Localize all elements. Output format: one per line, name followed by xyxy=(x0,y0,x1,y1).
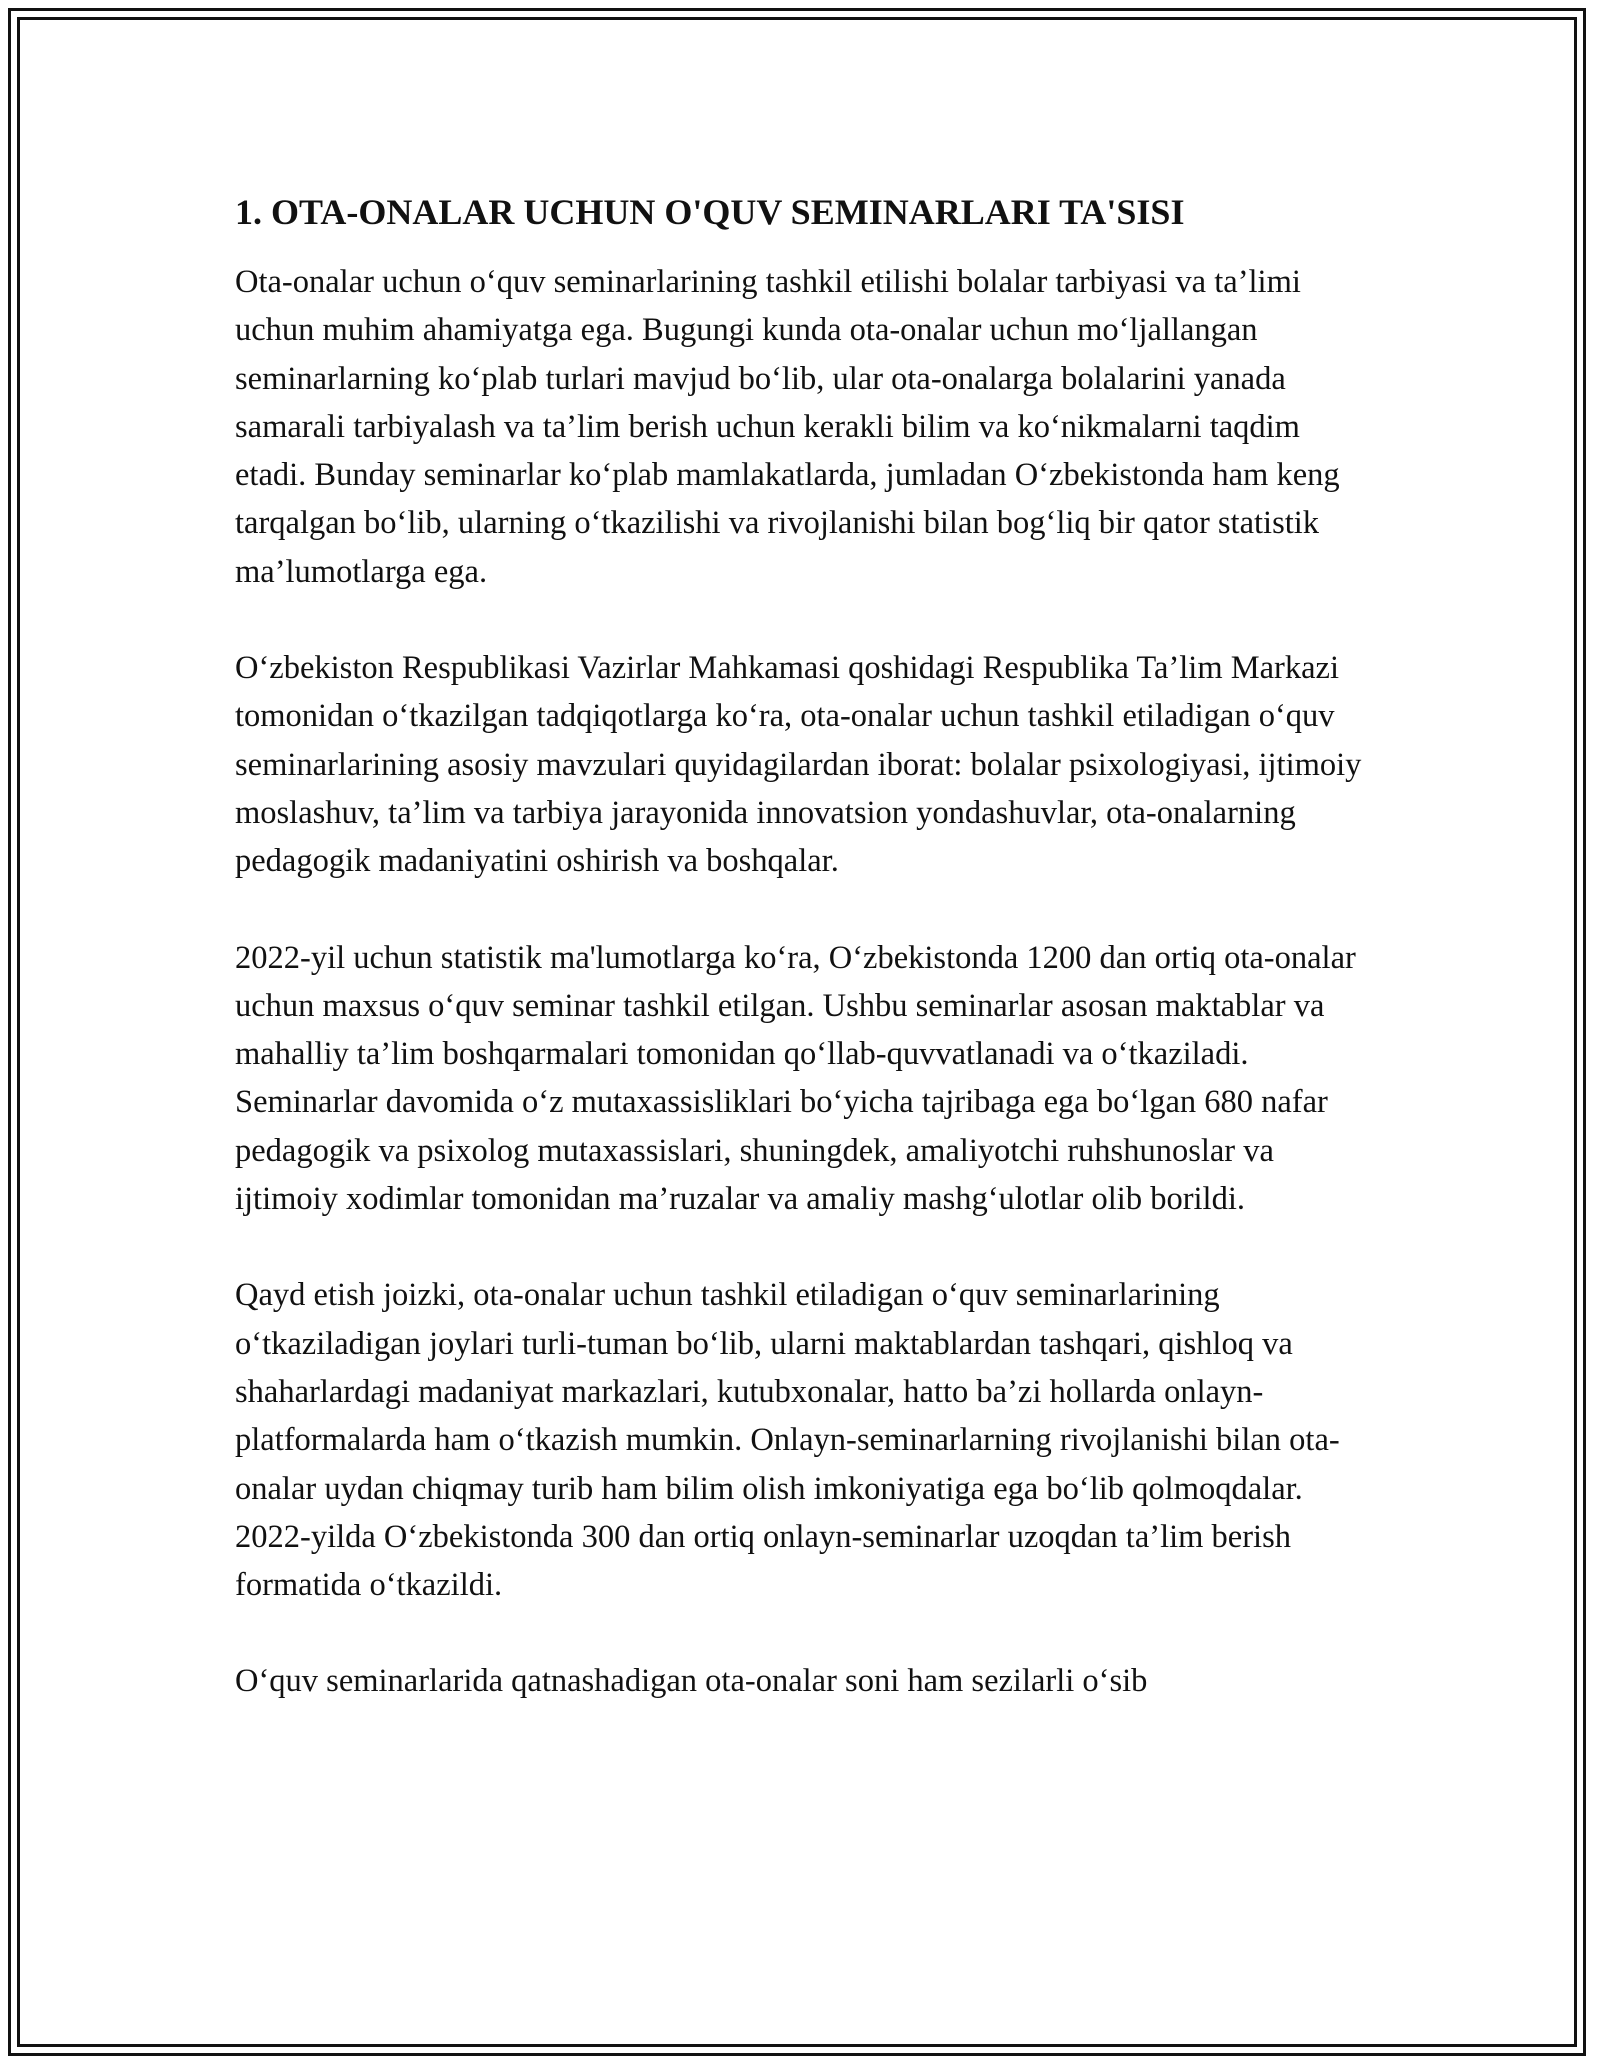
paragraph-intro: Ota-onalar uchun o‘quv seminarlarining tashkil etilishi bolalar tarbiyasi va ta’limi uchun muhim ahamiyatga ega. Bugungi kunda ota-onalar uchun mo‘ljallangan seminarlarning ko‘plab turlari mavjud bo‘lib, ular ota-onalarga bolalarini yanada samarali tarbiyalash va ta’lim berish uchun kerakli bilim va ko‘nikmalarni taqdim etadi. Bunday seminarlar ko‘plab mamlakatlarda, jumladan O‘zbekistonda ham keng tarqalgan bo‘lib, ularning o‘tkazilishi va rivojlanishi bilan bog‘liq bir qator statistik ma’lumotlarga ega. xyxy=(235,264,1340,590)
document-body xyxy=(235,186,1375,1754)
paragraph-seminar-topics: O‘zbekiston Respublikasi Vazirlar Mahkamasi qoshidagi Respublika Ta’lim Markazi tomonidan o‘tkazilgan tadqiqotlarga ko‘ra, ota-onalar uchun tashkil etiladigan o‘quv seminarlarining asosiy mavzulari quyidagilardan iborat: bolalar psixologiyasi, ijtimoiy moslashuv, ta’lim va tarbiya jarayonida innovatsion yondashuvlar, ota-onalarning pedagogik madaniyatini oshirish va boshqalar. xyxy=(235,650,1362,880)
paragraph-participant-growth: O‘quv seminarlarida qatnashadigan ota-onalar soni ham sezilarli o‘sib xyxy=(235,1663,1148,1700)
paragraph-seminar-locations: Qayd etish joizki, ota-onalar uchun tashkil etiladigan o‘quv seminarlarining o‘tkaziladigan joylari turli-tuman bo‘lib, ularni maktablardan tashqari, qishloq va shaharlardagi madaniyat markazlari, kutubxonalar, hatto ba’zi hollarda onlayn-platformalarda ham o‘tkazish mumkin. Onlayn-seminarlarning rivojlanishi bilan ota-onalar uydan chiqmay turib ham bilim olish imkoniyatiga ega bo‘lib qolmoqdalar. 2022-yilda O‘zbekistonda 300 dan ortiq onlayn-seminarlar uzoqdan ta’lim berish formatida o‘tkazildi. xyxy=(235,1277,1340,1604)
paragraph-2022-statistics: 2022-yil uchun statistik ma'lumotlarga ko‘ra, O‘zbekistonda 1200 dan ortiq ota-onalar uchun maxsus o‘quv seminar tashkil etilgan. Ushbu seminarlar asosan maktablar va mahalliy ta’lim boshqarmalari tomonidan qo‘llab-quvvatlanadi va o‘tkaziladi. Seminarlar davomida o‘z mutaxassisliklari bo‘yicha tajribaga ega bo‘lgan 680 nafar pedagogik va psixolog mutaxassislari, shuningdek, amaliyotchi ruhshunoslar va ijtimoiy xodimlar tomonidan ma’ruzalar va amaliy mashg‘ulotlar olib borildi. xyxy=(235,939,1356,1218)
section-heading: 1. OTA-ONALAR UCHUN O'QUV SEMINARLARI TA'SISI xyxy=(235,192,1185,232)
